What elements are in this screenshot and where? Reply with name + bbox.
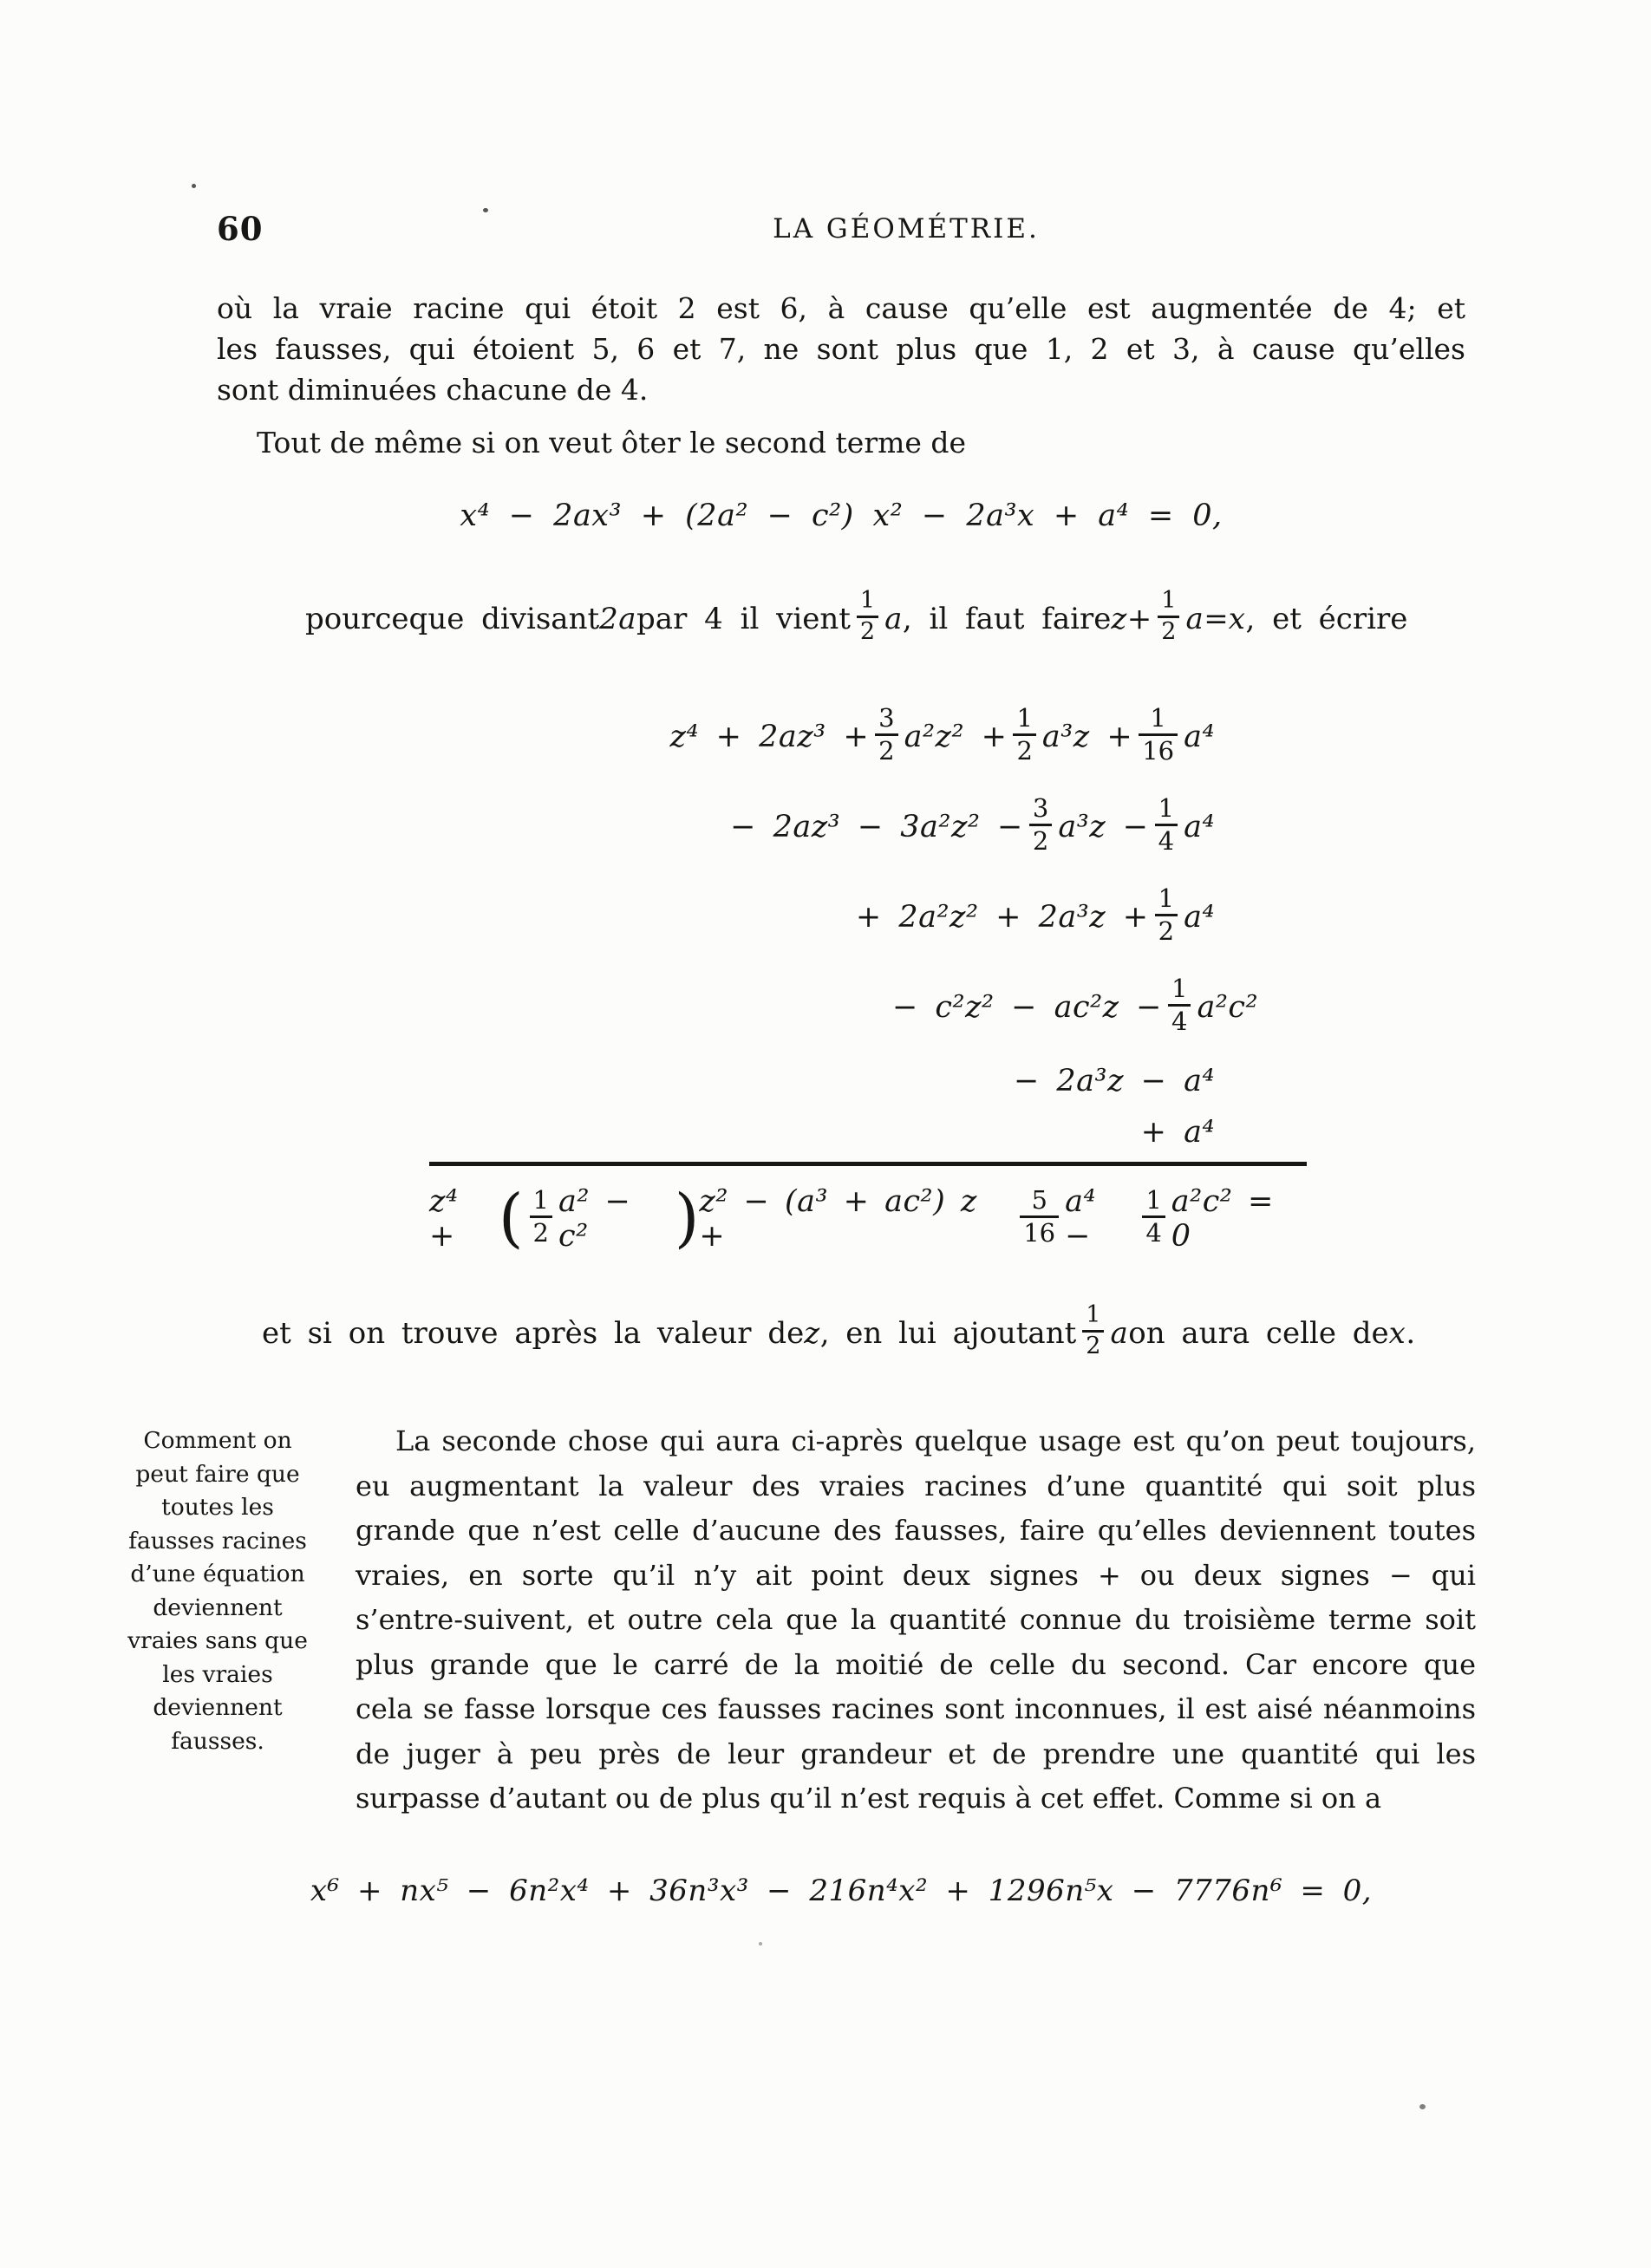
text-line: cela se fasse lorsque ces fausses racines sont inconnues, il est aisé néanmoins [356, 1692, 1476, 1725]
fraction-numerator: 1 [1142, 1186, 1165, 1217]
math-token: z⁴ + 2az³ + [669, 720, 870, 754]
fraction-numerator: 1 [530, 1186, 552, 1217]
text-line: sont diminuées chacune de 4. [217, 373, 649, 407]
divide-by-4-line [217, 570, 1554, 668]
fraction [1158, 588, 1179, 644]
math-token: + 2a²z² + 2a³z + [855, 900, 1149, 935]
fraction-denominator: 2 [1086, 1332, 1101, 1359]
text-token: et si on trouve après la valeur de [262, 1316, 805, 1351]
second-paragraph [356, 1419, 1476, 1822]
fraction [1020, 1186, 1059, 1247]
fraction-denominator: 4 [1145, 1217, 1162, 1248]
text-line: toutes les [161, 1494, 274, 1521]
math-token: a⁴ − [1065, 1184, 1097, 1254]
fraction [875, 704, 897, 765]
text-line: vraies sans que [127, 1627, 308, 1654]
fraction [857, 588, 878, 644]
second-section [82, 1419, 1651, 1822]
math-token: z [804, 1316, 820, 1351]
text-line: peut faire que [135, 1460, 300, 1488]
fraction-denominator: 2 [878, 735, 895, 766]
fraction-numerator: 1 [1155, 794, 1178, 825]
text-line: Comment on [143, 1427, 292, 1454]
expansion-line-4 [429, 962, 1307, 1053]
fraction-numerator: 1 [1155, 884, 1178, 916]
math-token: 2a [599, 602, 637, 636]
math-token: z⁴ + [429, 1184, 459, 1254]
text-token: , il faut faire [902, 602, 1112, 636]
fraction-denominator: 16 [1023, 1217, 1056, 1248]
math-token: a²c² = 0 [1171, 1184, 1274, 1254]
fraction-denominator: 16 [1142, 735, 1175, 766]
fraction-numerator: 1 [857, 588, 878, 617]
text-token: on aura celle de [1128, 1316, 1389, 1351]
text-line: surpasse d’autant ou de plus qu’il n’est requis à cet effet. Comme si on a [356, 1782, 1382, 1815]
running-title: LA GÉOMÉTRIE. [773, 213, 1040, 244]
math-token: a²c² [1197, 990, 1258, 1025]
scan-speck [1419, 2104, 1426, 2109]
fraction [1139, 704, 1178, 765]
math-token: a⁴ [1184, 810, 1215, 844]
text-token: = [1204, 602, 1229, 636]
math-token: x [1388, 1316, 1406, 1351]
expansion-block [429, 692, 1307, 1272]
z-value-line [217, 1286, 1511, 1381]
text-line: fausses. [171, 1727, 264, 1755]
text-line: fausses racines [128, 1527, 307, 1554]
expansion-line-2 [429, 782, 1307, 872]
fraction-numerator: 5 [1020, 1186, 1059, 1217]
math-token: a [1110, 1316, 1129, 1351]
math-token: − c²z² − ac²z − [891, 990, 1163, 1025]
text-token: pourceque divisant [305, 602, 600, 636]
math-token: z [1111, 602, 1127, 636]
math-token: − 2a³z − a⁴ [1013, 1064, 1215, 1098]
fraction-numerator: 1 [1168, 974, 1191, 1006]
expansion-line-5 [429, 1053, 1307, 1110]
text-line: où la vraie racine qui étoit 2 est 6, à cause qu’elle est augmentée de 4; et [217, 291, 1465, 325]
fraction [1082, 1302, 1104, 1359]
fraction [1013, 704, 1035, 765]
expansion-result: z⁴ + ( $\frac{1}{2}$ a² − c² ) z² − (a³ + ac²) z + $\frac{5}{16}$ a⁴ − $\frac{1}{4}$ a²c² = 0 [429, 1166, 1307, 1272]
math-token: a²z² + [904, 720, 1008, 754]
expansion-line-6 [429, 1110, 1307, 1155]
fraction [1155, 884, 1178, 945]
text-line: deviennent [153, 1593, 283, 1621]
text-line: les fausses, qui étoient 5, 6 et 7, ne sont plus que 1, 2 et 3, à cause qu’elles [217, 332, 1465, 366]
intro-paragraph [217, 288, 1465, 410]
math-token: x⁶ + nx⁵ − 6n²x⁴ + 36n³x³ − 216n⁴x² + 1296n⁵x − 7776n⁶ = 0, [310, 1873, 1373, 1908]
text-line: grande que n’est celle d’aucune des fausses, faire qu’elles deviennent toutes [356, 1514, 1476, 1547]
scan-speck [483, 208, 488, 212]
scan-speck [192, 184, 196, 188]
fraction-numerator: 1 [1158, 588, 1179, 617]
text-line: plus grande que le carré de la moitié de celle du second. Car encore que [356, 1647, 1476, 1681]
fraction-denominator: 2 [532, 1217, 549, 1248]
page-number: 60 [217, 210, 264, 248]
math-token: a³z + [1041, 720, 1133, 754]
math-token: a⁴ [1184, 900, 1215, 935]
page-header [0, 210, 1651, 253]
fraction-denominator: 2 [1158, 916, 1175, 946]
fraction [1155, 794, 1178, 855]
fraction-denominator: 4 [1171, 1006, 1188, 1036]
text-token: , et écrire [1245, 602, 1408, 636]
equation-x4 [217, 489, 1465, 543]
math-token: a [884, 602, 903, 636]
math-token: x [1228, 602, 1246, 636]
text-token: , en lui ajoutant [819, 1316, 1077, 1351]
transform-intro-line: Tout de même si on veut ôter le second terme de [257, 426, 967, 459]
expansion-line-3 [429, 872, 1307, 962]
fraction [1168, 974, 1191, 1035]
text-line: La seconde chose qui aura ci-après quelque usage est qu’on peut toujours, [395, 1424, 1476, 1457]
text-line: vraies, en sorte qu’il n’y ait point deux signes + ou deux signes − qui [356, 1558, 1476, 1592]
fraction [1142, 1186, 1165, 1247]
fraction-numerator: 3 [1029, 794, 1052, 825]
text-line: s’entre-suivent, et outre cela que la quantité connue du troisième terme soit [356, 1603, 1476, 1636]
text-token: par 4 il vient [636, 602, 851, 636]
fraction-numerator: 1 [1013, 704, 1035, 735]
fraction-numerator: 1 [1082, 1302, 1104, 1332]
fraction-denominator: 4 [1158, 825, 1175, 856]
math-token: + a⁴ [1140, 1115, 1215, 1150]
fraction-denominator: 2 [1032, 825, 1049, 856]
math-token: a³z − [1058, 810, 1149, 844]
margin-note [82, 1419, 353, 1822]
fraction-denominator: 2 [1161, 617, 1177, 645]
fraction-numerator: 1 [1139, 704, 1178, 735]
text-line: d’une équation [130, 1561, 305, 1587]
math-token: − 2az³ − 3a²z² − [730, 810, 1023, 844]
expansion-line-1 [429, 692, 1307, 782]
fraction [1029, 794, 1052, 855]
math-token: a [1185, 602, 1204, 636]
fraction-denominator: 2 [859, 617, 876, 645]
text-token: . [1406, 1316, 1416, 1351]
scan-speck [759, 1942, 762, 1945]
text-token: + [1126, 602, 1152, 636]
text-line: les vraies [162, 1660, 273, 1688]
text-line: eu augmentant la valeur des vraies racines d’une quantité qui soit plus [356, 1469, 1476, 1502]
math-token: x⁴ − 2ax³ + (2a² − c²) x² − 2a³x + a⁴ = 0, [460, 499, 1223, 533]
text-line: deviennent [153, 1694, 283, 1721]
fraction-numerator: 3 [875, 704, 897, 735]
math-token: a⁴ [1184, 720, 1215, 754]
math-token: z² − (a³ + ac²) z + [699, 1184, 977, 1254]
fraction-denominator: 2 [1016, 735, 1033, 766]
fraction [530, 1186, 552, 1247]
text-line: de juger à peu près de leur grandeur et de prendre une quantité qui les [356, 1737, 1476, 1770]
equation-x6 [217, 1863, 1465, 1919]
math-token: a² − c² [558, 1184, 631, 1254]
